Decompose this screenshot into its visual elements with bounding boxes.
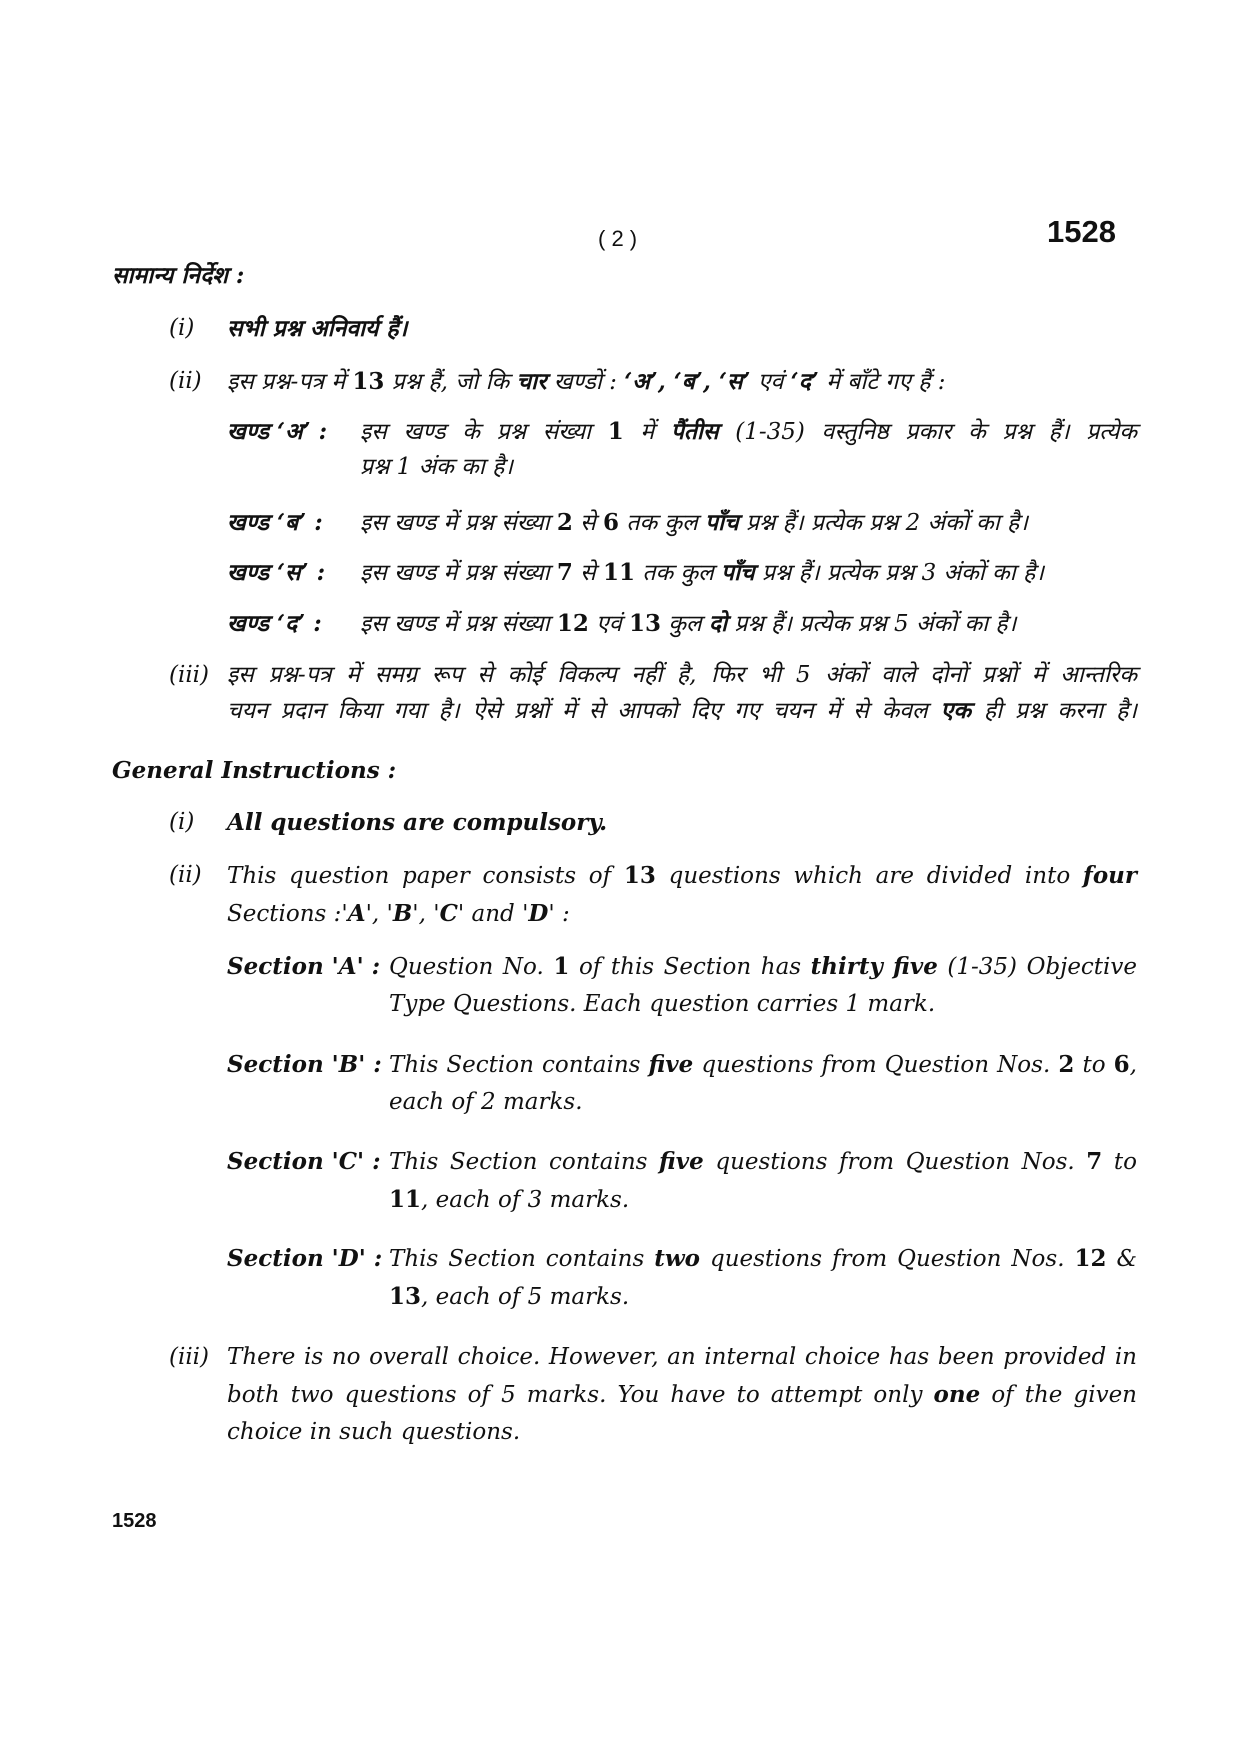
item-number: (iii)	[169, 1344, 210, 1370]
item-number: (ii)	[169, 862, 202, 888]
section-label: Section 'B' :	[227, 1051, 382, 1078]
section-text: This Section contains two questions from Question Nos. 12 & 13, each of 5 marks.	[389, 1245, 1137, 1310]
section-text: इस खण्ड के प्रश्न संख्या 1 में पैंतीस (1-35) वस्तुनिष्ठ प्रकार के प्रश्न हैं। प्रत्येक प्रश्न 1 अंक का है।	[360, 418, 1137, 480]
item-text: सभी प्रश्न अनिवार्य हैं।	[227, 315, 408, 342]
item-text: इस प्रश्न-पत्र में समग्र रूप से कोई विकल्प नहीं है, फिर भी 5 अंकों वाले दोनों प्रश्नों में आन्तरिक चयन प्रदान किया गया है। ऐसे प्रश्नों में से आपको दिए गए चयन में से केवल एक ही प्रश्न करना है।	[227, 662, 1137, 724]
item-text: इस प्रश्न-पत्र में 13 प्रश्न हैं, जो कि चार खण्डों : ‘अ’, ‘ब’, ‘स’ एवं ‘द’ में बाँटे गए हैं :	[227, 368, 946, 395]
item-number: (i)	[169, 809, 195, 835]
section-label: खण्ड ‘द’ :	[227, 610, 322, 637]
item-number: (i)	[169, 315, 195, 341]
paper-code-top: 1528	[1047, 214, 1116, 249]
page-number: ( 2 )	[598, 226, 638, 251]
section-text: This Section contains five questions from Question Nos. 2 to 6, each of 2 marks.	[389, 1051, 1137, 1115]
item-number: (iii)	[169, 662, 210, 688]
section-text: इस खण्ड में प्रश्न संख्या 12 एवं 13 कुल दो प्रश्न हैं। प्रत्येक प्रश्न 5 अंकों का है।	[360, 610, 1017, 637]
section-text: This Section contains five questions from Question Nos. 7 to 11, each of 3 marks.	[389, 1148, 1137, 1213]
section-label: Section 'D' :	[227, 1245, 383, 1272]
item-number: (ii)	[169, 368, 202, 394]
hindi-heading: सामान्य निर्देश :	[112, 262, 245, 289]
section-label: Section 'C' :	[227, 1148, 381, 1175]
section-label: खण्ड ‘अ’ :	[227, 418, 328, 445]
paper-code-bottom: 1528	[112, 1510, 157, 1532]
section-text: Question No. 1 of this Section has thirty five (1-35) Objective Type Questions. Each question carries 1 mark.	[389, 953, 1138, 1017]
english-heading: General Instructions :	[112, 757, 397, 784]
item-text: All questions are compulsory.	[227, 809, 608, 836]
section-text: इस खण्ड में प्रश्न संख्या 2 से 6 तक कुल पाँच प्रश्न हैं। प्रत्येक प्रश्न 2 अंकों का है।	[360, 509, 1028, 536]
item-text: There is no overall choice. However, an internal choice has been provided in both two questions of 5 marks. You have to attempt only one of the given choice in such questions.	[227, 1344, 1137, 1445]
item-text: This question paper consists of 13 questions which are divided into four Sections :'A', 'B', 'C' and 'D' :	[227, 862, 1137, 927]
section-label: खण्ड ‘ब’ :	[227, 509, 323, 536]
section-label: खण्ड ‘स’ :	[227, 559, 326, 586]
section-text: इस खण्ड में प्रश्न संख्या 7 से 11 तक कुल पाँच प्रश्न हैं। प्रत्येक प्रश्न 3 अंकों का है।	[360, 559, 1044, 586]
section-label: Section 'A' :	[227, 953, 381, 980]
